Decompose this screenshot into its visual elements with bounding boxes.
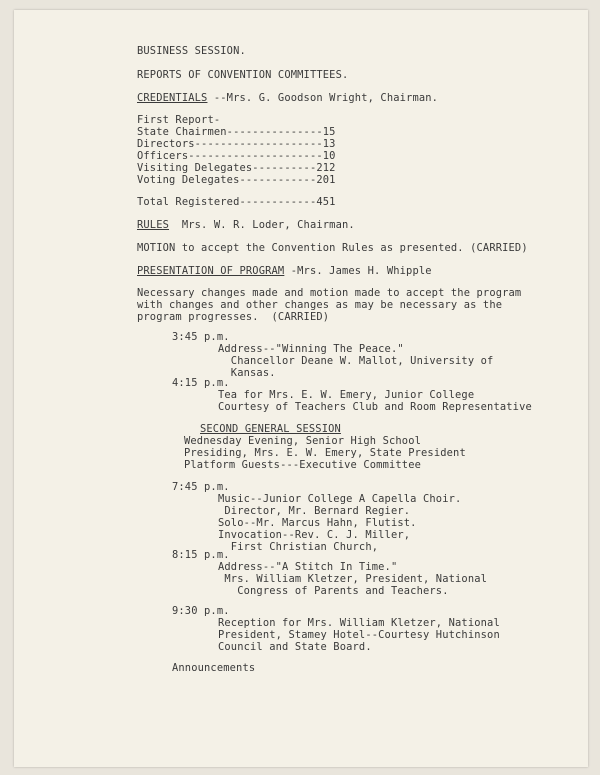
schedule-line: Music--Junior College A Capella Choir.: [218, 493, 462, 505]
schedule-line: Mrs. William Kletzer, President, National: [218, 573, 488, 585]
tally-line: State Chairmen---------------15: [137, 126, 336, 138]
schedule-time: 7:45 p.m.: [172, 481, 230, 493]
section-heading-business: BUSINESS SESSION.: [137, 45, 246, 57]
schedule-line: Address--"A Stitch In Time.": [218, 561, 398, 573]
schedule-line: Congress of Parents and Teachers.: [218, 585, 449, 597]
schedule-line: Chancellor Deane W. Mallot, University of: [218, 355, 494, 367]
total-registered: Total Registered------------451: [137, 196, 336, 208]
second-session-heading: SECOND GENERAL SESSION: [200, 423, 341, 435]
rules-label: RULES: [137, 219, 170, 231]
schedule-line: Invocation--Rev. C. J. Miller,: [218, 529, 411, 541]
credentials-line: [137, 92, 438, 105]
motion-line: MOTION to accept the Convention Rules as presented. (CARRIED): [137, 242, 528, 254]
session-line: Wednesday Evening, Senior High School: [184, 435, 422, 447]
schedule-line: Solo--Mr. Marcus Hahn, Flutist.: [218, 517, 417, 529]
paragraph-line: Necessary changes made and motion made to accept the program: [137, 287, 522, 299]
presentation-label: PRESENTATION OF PROGRAM: [137, 265, 285, 277]
session-line: Platform Guests---Executive Committee: [184, 459, 422, 471]
session-line: Presiding, Mrs. E. W. Emery, State President: [184, 447, 466, 459]
rules-line: [137, 219, 355, 232]
schedule-line: Courtesy of Teachers Club and Room Representative: [218, 401, 532, 413]
schedule-time: 4:15 p.m.: [172, 377, 230, 389]
credentials-label: CREDENTIALS: [137, 92, 208, 104]
credentials-chairman: --Mrs. G. Goodson Wright, Chairman.: [207, 92, 439, 104]
schedule-line: Tea for Mrs. E. W. Emery, Junior College: [218, 389, 475, 401]
paragraph-line: program progresses. (CARRIED): [137, 311, 330, 323]
schedule-line: Director, Mr. Bernard Regier.: [218, 505, 411, 517]
schedule-line: Address--"Winning The Peace.": [218, 343, 404, 355]
paragraph-line: with changes and other changes as may be necessary as the: [137, 299, 503, 311]
schedule-time: 8:15 p.m.: [172, 549, 230, 561]
tally-line: Visiting Delegates----------212: [137, 162, 336, 174]
announcements: Announcements: [172, 662, 256, 674]
presentation-chairman: -Mrs. James H. Whipple: [284, 265, 432, 277]
schedule-time: 9:30 p.m.: [172, 605, 230, 617]
tally-line: Directors--------------------13: [137, 138, 336, 150]
schedule-line: First Christian Church,: [218, 541, 379, 553]
schedule-time: 3:45 p.m.: [172, 331, 230, 343]
tally-line: Voting Delegates------------201: [137, 174, 336, 186]
schedule-line: Council and State Board.: [218, 641, 372, 653]
schedule-line: President, Stamey Hotel--Courtesy Hutchinson: [218, 629, 500, 641]
schedule-line: Reception for Mrs. William Kletzer, National: [218, 617, 500, 629]
presentation-line: [137, 265, 432, 278]
first-report-label: First Report-: [137, 114, 221, 126]
section-heading-reports: REPORTS OF CONVENTION COMMITTEES.: [137, 69, 349, 81]
tally-line: Officers---------------------10: [137, 150, 336, 162]
rules-chairman: Mrs. W. R. Loder, Chairman.: [169, 219, 355, 231]
schedule-line: Kansas.: [218, 367, 276, 379]
